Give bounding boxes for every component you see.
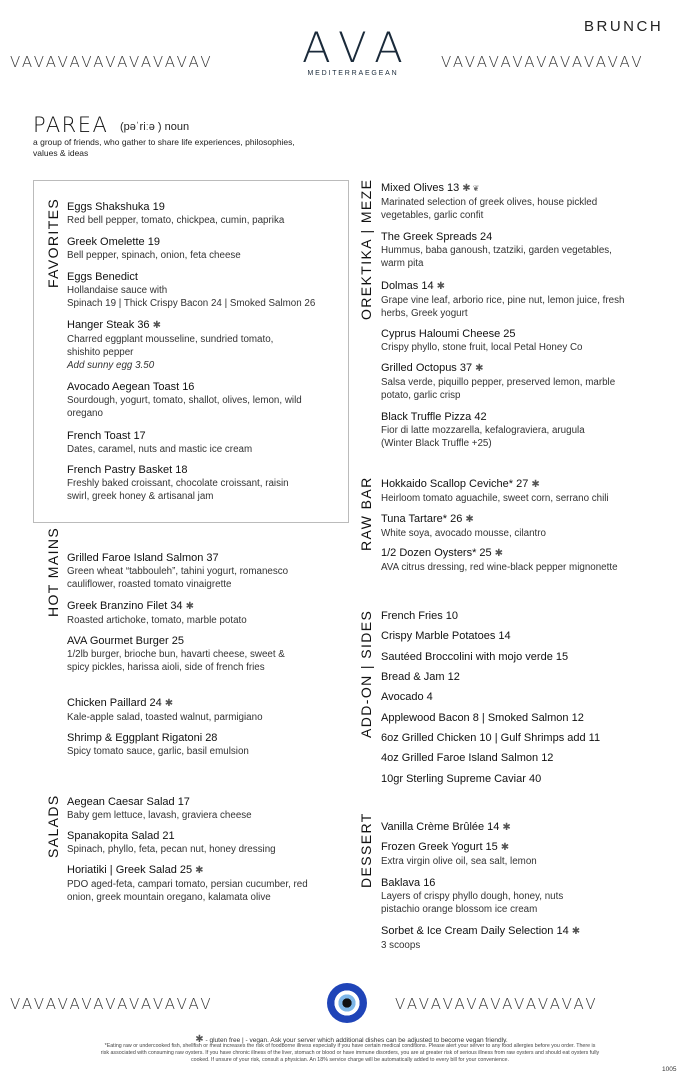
menu-item [381, 477, 681, 505]
menu-item [67, 380, 317, 420]
item-description: Sourdough, yogurt, tomato, shallot, olives, lemon, wild oregano [67, 395, 302, 419]
menu-item [381, 230, 636, 270]
wheat-icon: ✱ [531, 479, 540, 490]
item-name: French Pastry Basket 18 [67, 464, 188, 476]
wheat-icon: ✱ [195, 1034, 204, 1045]
item-name: Baklava 16 [381, 877, 436, 889]
section-label-raw-bar: RAW BAR [358, 476, 374, 551]
side-item: French Fries 10 [381, 610, 459, 622]
item-description: Extra virgin olive oil, sea salt, lemon [381, 856, 537, 867]
item-description: Charred eggplant mousseline, sundried tomato, shishito pepper [67, 334, 274, 358]
menu-item [381, 840, 681, 868]
item-description: pistachio orange blossom ice cream [381, 904, 538, 915]
item-name: Cyprus Haloumi Cheese 25 [381, 328, 516, 340]
side-item: Bread & Jam 12 [381, 671, 460, 683]
item-name: Sorbet & Ice Cream Daily Selection 14 ✱ [381, 925, 581, 937]
item-description: 1/2lb burger, brioche bun, havarti cheese, sweet & spicy pickles, harissa aioli, side of french fries [67, 649, 285, 673]
chevron-border-left: VAVAVAVAVAVAVAVAV [10, 53, 214, 71]
item-description: 3 scoops [381, 940, 421, 951]
side-item: Crispy Marble Potatoes 14 [381, 630, 511, 642]
menu-item [67, 731, 357, 758]
parea-pronunciation: (pəˈriːə ) noun [120, 121, 190, 133]
item-description: Baby gem lettuce, lavash, graviera cheese [67, 810, 252, 821]
item-name: Grilled Octopus 37 ✱ [381, 362, 484, 374]
item-description: Spinach 19 | Thick Crispy Bacon 24 | Smoked Salmon 26 [67, 298, 316, 309]
side-item: 10gr Sterling Supreme Caviar 40 [381, 773, 542, 785]
item-name: Eggs Shakshuka 19 [67, 201, 165, 213]
wheat-icon: ✱ [164, 698, 174, 709]
item-description: Roasted artichoke, tomato, marble potato [67, 615, 247, 626]
item-name: Dolmas 14 ✱ [381, 280, 445, 292]
section-label-hot-mains: HOT MAINS [45, 526, 61, 617]
allergy-notice: *Eating raw or undercooked fish, shellfish or meat increases the risk of foodborne illness especially if you have certain medical conditions. Please alert your server to any food allergies before you order. There is risk associated with consuming raw oysters. If you have chronic illness of the liver, stomach or blood or have immune disorders, you are at greater risk of serious illness from raw oysters and should eat oysters fully cooked. If unsure of your risk, consult a physician. An 18% service charge will be automatically added to every bill for your convenience. [100, 1043, 600, 1063]
wheat-icon: ✱ [152, 320, 161, 331]
section-label-favorites: FAVORITES [45, 197, 61, 288]
menu-item [381, 876, 681, 916]
menu-item [67, 463, 307, 503]
item-name: AVA Gourmet Burger 25 [67, 635, 184, 647]
wheat-icon: ✱ [494, 548, 504, 559]
chevron-border-right-bottom: VAVAVAVAVAVAVAVAV [395, 995, 599, 1013]
menu-item [67, 270, 337, 310]
menu-item [67, 795, 357, 822]
menu-item [67, 696, 357, 724]
menu-item [67, 634, 307, 674]
menu-item [381, 279, 651, 320]
item-description: Salsa verde, piquillo pepper, preserved lemon, marble potato, garlic crisp [381, 377, 616, 401]
side-item: Avocado 4 [381, 691, 433, 703]
wheat-icon: ✱ [185, 601, 194, 612]
menu-item [381, 546, 681, 574]
icon-legend: ✱ - gluten free | - vegan. Ask your server which additional dishes can be adjusted to become vegan friendly. [195, 1034, 508, 1045]
section-label-dessert: DESSERT [358, 812, 374, 888]
item-name: Vanilla Crème Brûlée 14 ✱ [381, 821, 511, 833]
item-name: Hokkaido Scallop Ceviche* 27 ✱ [381, 478, 540, 490]
menu-item [381, 410, 681, 450]
item-name: Eggs Benedict [67, 271, 138, 283]
item-name: Aegean Caesar Salad 17 [67, 796, 190, 808]
item-description: Heirloom tomato aguachile, sweet corn, serrano chili [381, 493, 609, 504]
menu-item [67, 829, 357, 856]
item-description: Grape vine leaf, arborio rice, pine nut, lemon juice, fresh herbs, Greek yogurt [381, 295, 625, 319]
item-description: Kale-apple salad, toasted walnut, parmigiano [67, 712, 263, 723]
menu-item [381, 924, 681, 952]
wheat-icon: ✱ [465, 514, 474, 525]
item-name: The Greek Spreads 24 [381, 231, 493, 243]
wheat-icon: ✱ [462, 183, 471, 194]
item-description: Hollandaise sauce with [67, 285, 168, 296]
menu-item [67, 599, 357, 627]
item-description: Fior di latte mozzarella, kefalograviera, arugula [381, 425, 585, 436]
item-description: Hummus, baba ganoush, tzatziki, garden vegetables, warm pita [381, 245, 612, 269]
logo-tagline: MEDITERRAEGEAN [307, 70, 399, 77]
item-description: Layers of crispy phyllo dough, honey, nuts [381, 891, 564, 902]
item-description: Crispy phyllo, stone fruit, local Petal Honey Co [381, 342, 583, 353]
item-name: Greek Omelette 19 [67, 236, 160, 248]
item-name: Shrimp & Eggplant Rigatoni 28 [67, 732, 218, 744]
side-item: 4oz Grilled Faroe Island Salmon 12 [381, 752, 554, 764]
wheat-icon: ✱ [571, 926, 581, 937]
side-item: Applewood Bacon 8 | Smoked Salmon 12 [381, 712, 584, 724]
item-description: Green wheat “tabbouleh”, tahini yogurt, romanesco cauliflower, roasted tomato vinaigrette [67, 566, 289, 590]
item-name: Black Truffle Pizza 42 [381, 411, 487, 423]
item-description: White soya, avocado mousse, cilantro [381, 528, 546, 539]
item-description: Freshly baked croissant, chocolate croissant, raisin swirl, greek honey & artisanal jam [67, 478, 289, 502]
leaf-icon: ❦ [472, 184, 480, 193]
item-name: Frozen Greek Yogurt 15 ✱ [381, 841, 510, 853]
section-label-sides: ADD-ON | SIDES [358, 609, 374, 738]
item-description: Bell pepper, spinach, onion, feta cheese [67, 250, 241, 261]
item-description: Red bell pepper, tomato, chickpea, cumin, paprika [67, 215, 285, 226]
logo [294, 23, 413, 77]
wheat-icon: ✱ [475, 363, 484, 374]
item-name: Hanger Steak 36 ✱ [67, 319, 161, 331]
menu-item [381, 820, 681, 835]
parea-title: PAREA [33, 113, 109, 137]
item-description: Marinated selection of greek olives, house pickled vegetables, garlic confit [381, 197, 598, 221]
wheat-icon: ✱ [502, 822, 511, 833]
item-description: (Winter Black Truffle +25) [381, 438, 492, 449]
item-name: French Toast 17 [67, 430, 146, 442]
menu-item [67, 200, 357, 227]
logo-text: AVA [302, 23, 413, 72]
parea-definition: a group of friends, who gather to share life experiences, philosophies, values & ideas [33, 137, 295, 158]
item-name: Spanakopita Salad 21 [67, 830, 175, 842]
menu-type-label: BRUNCH [584, 18, 664, 35]
side-item: 6oz Grilled Chicken 10 | Gulf Shrimps add 11 [381, 732, 601, 744]
wheat-icon: ✱ [500, 842, 510, 853]
evil-eye-icon [327, 983, 367, 1023]
item-name: Grilled Faroe Island Salmon 37 [67, 552, 219, 564]
chevron-border-right: VAVAVAVAVAVAVAVAV [441, 53, 645, 71]
menu-item [67, 235, 357, 262]
item-name: Chicken Paillard 24 ✱ [67, 697, 174, 709]
menu-item [67, 551, 317, 591]
section-label-salads: SALADS [45, 794, 61, 858]
item-description: Dates, caramel, nuts and mastic ice cream [67, 444, 253, 455]
item-name: Avocado Aegean Toast 16 [67, 381, 195, 393]
menu-item [381, 512, 681, 540]
side-item: Sautéed Broccolini with mojo verde 15 [381, 651, 569, 663]
item-name: Horiatiki | Greek Salad 25 ✱ [67, 864, 204, 876]
item-name: 1/2 Dozen Oysters* 25 ✱ [381, 547, 504, 559]
item-name: Mixed Olives 13 ✱ ❦ [381, 182, 480, 194]
item-description: PDO aged-feta, campari tomato, persian cucumber, red onion, greek mountain oregano, kalamata olive [67, 879, 308, 903]
item-description: AVA citrus dressing, red wine-black pepper mignonette [381, 562, 618, 573]
item-description: Spinach, phyllo, feta, pecan nut, honey dressing [67, 844, 276, 855]
menu-item [67, 318, 307, 372]
menu-item [381, 327, 681, 354]
item-name: Tuna Tartare* 26 ✱ [381, 513, 474, 525]
menu-item [381, 361, 626, 402]
page-number: 1005 [662, 1066, 677, 1073]
item-description: Spicy tomato sauce, garlic, basil emulsion [67, 746, 249, 757]
item-addon: Add sunny egg 3.50 [67, 360, 155, 371]
menu-item [381, 181, 611, 222]
wheat-icon: ✱ [195, 865, 204, 876]
item-name: Greek Branzino Filet 34 ✱ [67, 600, 194, 612]
chevron-border-left-bottom: VAVAVAVAVAVAVAVAV [10, 995, 214, 1013]
menu-item [67, 429, 357, 456]
section-label-orektika: OREKTIKA | MEZE [358, 178, 374, 320]
wheat-icon: ✱ [436, 281, 445, 292]
menu-item [67, 863, 337, 904]
